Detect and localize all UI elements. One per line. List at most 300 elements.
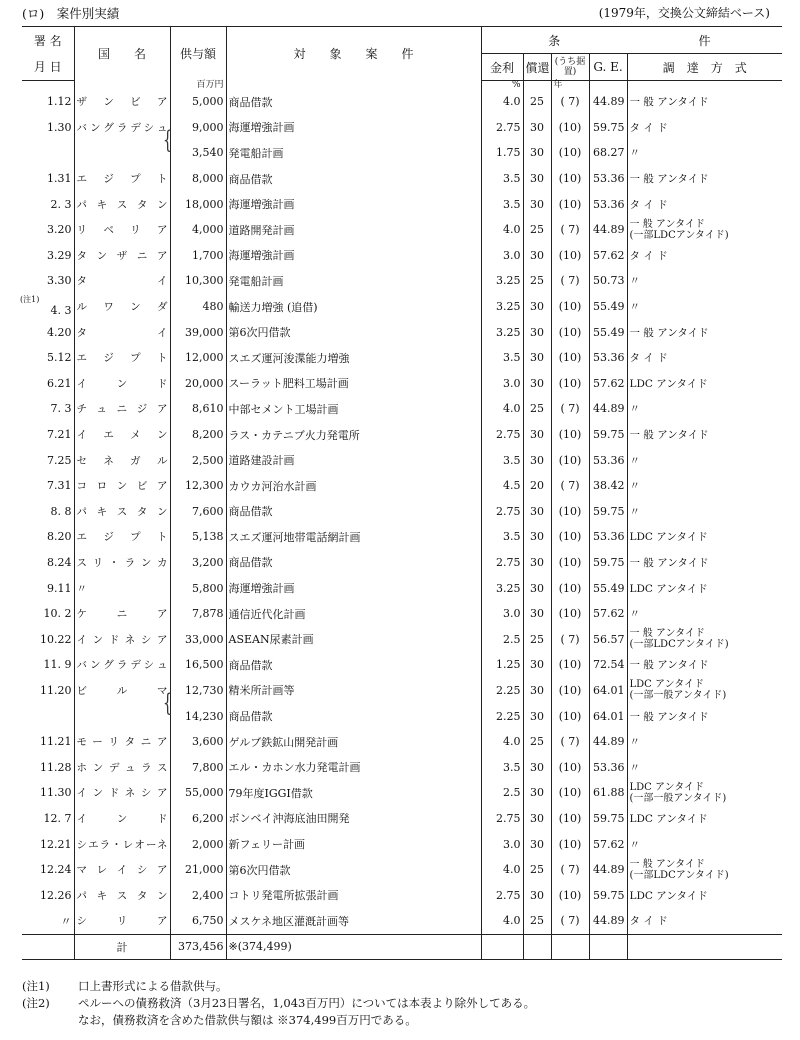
cell-term: 25 xyxy=(523,268,551,294)
cell-proc: 〃 xyxy=(627,268,782,294)
cell-amount: 5,138 xyxy=(170,524,226,550)
cell-project: ボンベイ沖海底油田開発 xyxy=(226,806,481,832)
cell-term: 30 xyxy=(523,754,551,780)
table-row xyxy=(22,294,782,320)
cell-grace: (10) xyxy=(551,831,589,857)
cell-project: 商品借款 xyxy=(226,550,481,576)
table-row xyxy=(22,857,782,883)
cell-country: ル ワ ン ダ xyxy=(74,294,170,320)
cell-amount: 6,200 xyxy=(170,806,226,832)
cell-ge: 55.49 xyxy=(589,294,627,320)
cell-amount: 7,600 xyxy=(170,499,226,525)
header-grace: (うち据置) xyxy=(551,54,589,81)
cell-grace: ( 7) xyxy=(551,89,589,115)
cell-amount: 18,000 xyxy=(170,191,226,217)
cell-project: メスケネ地区灌漑計画等 xyxy=(226,908,481,934)
cell-date: 3.30 xyxy=(47,274,72,288)
cell-rate: 4.5 xyxy=(481,473,523,499)
cell-amount: 12,730 xyxy=(170,678,226,704)
cell-project: スエズ運河地帯電話網計画 xyxy=(226,524,481,550)
table-row xyxy=(22,243,782,269)
cell-project: 中部セメント工場計画 xyxy=(226,396,481,422)
cell-project: 海運増強計画 xyxy=(226,575,481,601)
table-row xyxy=(22,652,782,678)
cell-amount: 7,800 xyxy=(170,754,226,780)
cell-rate: 4.0 xyxy=(481,857,523,883)
cell-country: ホンデュラス xyxy=(74,754,170,780)
cell-ge: 59.75 xyxy=(589,499,627,525)
cell-ge: 64.01 xyxy=(589,703,627,729)
cell-project: 第6次円借款 xyxy=(226,857,481,883)
cell-country: バングラデシュ xyxy=(74,652,170,678)
cell-ge: 61.88 xyxy=(589,780,627,806)
cell-term: 25 xyxy=(523,89,551,115)
table-row xyxy=(22,473,782,499)
cell-term: 30 xyxy=(523,345,551,371)
cell-country: エ ジ プ ト xyxy=(74,524,170,550)
cell-proc: LDC アンタイド xyxy=(627,575,782,601)
total-amount: 373,456 xyxy=(170,934,226,959)
cell-proc: 一 般 アンタイド (一部LDCアンタイド) xyxy=(627,626,782,652)
cell-date: 5.12 xyxy=(47,351,72,365)
cell-project: 海運増強計画 xyxy=(226,243,481,269)
cell-proc: LDC アンタイド xyxy=(627,806,782,832)
table-row xyxy=(22,345,782,371)
cell-rate: 3.0 xyxy=(481,601,523,627)
cell-term: 30 xyxy=(523,678,551,704)
cell-country: ビ ル マ xyxy=(74,678,170,704)
cell-ge: 72.54 xyxy=(589,652,627,678)
cell-date: 12.21 xyxy=(40,837,72,851)
header-project: 対 象 案 件 xyxy=(226,27,481,81)
cell-date: 9.11 xyxy=(47,581,72,595)
table-row xyxy=(22,806,782,832)
cell-ge: 64.01 xyxy=(589,678,627,704)
cell-country: コ ロ ン ビ ア xyxy=(74,473,170,499)
cell-country: シエラ・レオーネ xyxy=(74,831,170,857)
cell-amount: 2,400 xyxy=(170,882,226,908)
table-row xyxy=(22,882,782,908)
table-row xyxy=(22,499,782,525)
cell-country: セ ネ ガ ル xyxy=(74,447,170,473)
cell-ge: 53.36 xyxy=(589,166,627,192)
cell-proc: タ イ ド xyxy=(627,191,782,217)
cell-term: 30 xyxy=(523,575,551,601)
cell-proc: 一 般 アンタイド xyxy=(627,319,782,345)
cell-rate: 2.75 xyxy=(481,422,523,448)
cell-rate: 2.75 xyxy=(481,882,523,908)
cell-date: 11.21 xyxy=(40,735,72,749)
cell-term: 25 xyxy=(523,908,551,934)
cell-project: 商品借款 xyxy=(226,652,481,678)
cell-term: 30 xyxy=(523,524,551,550)
cell-term: 30 xyxy=(523,140,551,166)
cell-term: 20 xyxy=(523,473,551,499)
cell-term: 30 xyxy=(523,371,551,397)
cell-date xyxy=(22,140,74,166)
cell-rate: 4.0 xyxy=(481,908,523,934)
header-ge: G. E. xyxy=(589,54,627,81)
cell-rate: 4.0 xyxy=(481,729,523,755)
cell-ge: 38.42 xyxy=(589,473,627,499)
cell-rate: 3.25 xyxy=(481,268,523,294)
cell-date: 1.12 xyxy=(47,95,72,109)
cell-term: 30 xyxy=(523,882,551,908)
cell-amount: 5,000 xyxy=(170,89,226,115)
cell-amount: 8,200 xyxy=(170,422,226,448)
cell-ge: 57.62 xyxy=(589,243,627,269)
cell-ge: 50.73 xyxy=(589,268,627,294)
cell-country: イ エ メ ン xyxy=(74,422,170,448)
cell-grace: (10) xyxy=(551,882,589,908)
cell-project: スエズ運河浚渫能力増強 xyxy=(226,345,481,371)
table-row xyxy=(22,217,782,243)
total-label: 計 xyxy=(74,934,170,959)
cell-project: 新フェリー計画 xyxy=(226,831,481,857)
table-row xyxy=(22,626,782,652)
cell-project: 商品借款 xyxy=(226,89,481,115)
table-row xyxy=(22,268,782,294)
cell-grace: (10) xyxy=(551,319,589,345)
cell-date: 1.30 xyxy=(47,120,72,134)
cell-date: 10. 2 xyxy=(43,607,72,621)
cell-ge: 53.36 xyxy=(589,345,627,371)
cell-term: 25 xyxy=(523,626,551,652)
total-alt-amount: ※(374,499) xyxy=(226,934,481,959)
table-row xyxy=(22,371,782,397)
cell-date: 8. 8 xyxy=(50,504,72,518)
cell-proc: 一 般 アンタイド (一部LDCアンタイド) xyxy=(627,857,782,883)
table-body xyxy=(22,81,782,935)
table-row xyxy=(22,678,782,704)
cell-ge: 44.89 xyxy=(589,908,627,934)
cell-amount: 2,000 xyxy=(170,831,226,857)
cell-date xyxy=(22,703,74,729)
cell-amount: 8,610 xyxy=(170,396,226,422)
cell-proc: LDC アンタイド xyxy=(627,882,782,908)
cell-ge: 53.36 xyxy=(589,191,627,217)
group-bracket: { xyxy=(163,688,173,717)
cell-term: 30 xyxy=(523,550,551,576)
cell-ge: 55.49 xyxy=(589,319,627,345)
cell-date: 7. 3 xyxy=(50,402,72,416)
cell-project: 輸送力増強 (追借) xyxy=(226,294,481,320)
cell-grace: (10) xyxy=(551,447,589,473)
cell-proc: LDC アンタイド (一部一般アンタイド) xyxy=(627,780,782,806)
cell-rate: 2.5 xyxy=(481,780,523,806)
table-row xyxy=(22,601,782,627)
cell-date: 3.29 xyxy=(47,248,72,262)
cell-grace: (10) xyxy=(551,754,589,780)
cell-country: リ ベ リ ア xyxy=(74,217,170,243)
cell-project: 商品借款 xyxy=(226,166,481,192)
cell-ge: 53.36 xyxy=(589,754,627,780)
cell-rate: 2.25 xyxy=(481,678,523,704)
table-row xyxy=(22,115,782,141)
cell-amount: 8,000 xyxy=(170,166,226,192)
cell-amount: 2,500 xyxy=(170,447,226,473)
cell-amount: 3,600 xyxy=(170,729,226,755)
cell-proc: 〃 xyxy=(627,140,782,166)
cell-ge: 53.36 xyxy=(589,447,627,473)
cell-ge: 68.27 xyxy=(589,140,627,166)
cell-ge: 59.75 xyxy=(589,882,627,908)
cell-date: 12. 7 xyxy=(43,811,72,825)
cell-project: エル・カホン水力発電計画 xyxy=(226,754,481,780)
cell-date: 3.20 xyxy=(47,223,72,237)
table-row xyxy=(22,140,782,166)
cell-rate: 3.25 xyxy=(481,319,523,345)
cell-amount: 16,500 xyxy=(170,652,226,678)
cell-rate: 3.0 xyxy=(481,371,523,397)
cell-project: ゲルブ鉄鉱山開発計画 xyxy=(226,729,481,755)
cell-rate: 3.5 xyxy=(481,524,523,550)
cell-amount: 33,000 xyxy=(170,626,226,652)
cell-proc-sub: (一部LDCアンタイド) xyxy=(629,869,729,881)
cell-project: 海運増強計画 xyxy=(226,191,481,217)
cell-rate: 2.5 xyxy=(481,626,523,652)
cell-country: パ キ ス タ ン xyxy=(74,882,170,908)
cell-project: 発電船計画 xyxy=(226,140,481,166)
cell-term: 25 xyxy=(523,217,551,243)
cell-grace: (10) xyxy=(551,422,589,448)
cell-ge: 57.62 xyxy=(589,601,627,627)
cell-country: マ レ イ シ ア xyxy=(74,857,170,883)
cell-project: 商品借款 xyxy=(226,703,481,729)
cell-rate: 2.75 xyxy=(481,806,523,832)
cell-proc: 一 般 アンタイド xyxy=(627,550,782,576)
cell-date: 8.20 xyxy=(47,530,72,544)
cell-proc-sub: (一部一般アンタイド) xyxy=(629,690,727,702)
cell-proc: 〃 xyxy=(627,831,782,857)
cell-ge: 55.49 xyxy=(589,575,627,601)
cell-term: 30 xyxy=(523,191,551,217)
footnote-1: (注1) 口上書形式による借款供与。 xyxy=(22,979,228,993)
cell-project: 通信近代化計画 xyxy=(226,601,481,627)
cell-date: 7.31 xyxy=(47,479,72,493)
header-term: 償還 xyxy=(523,54,551,81)
cell-term: 30 xyxy=(523,422,551,448)
cell-grace: (10) xyxy=(551,780,589,806)
cell-term: 30 xyxy=(523,831,551,857)
unit-term: 年 xyxy=(551,81,589,90)
cell-proc: 〃 xyxy=(627,601,782,627)
cell-grace: ( 7) xyxy=(551,857,589,883)
footnote-2: (注2) ペルーへの債務救済（3月23日署名，1,043百万円）については本表より除外してある。 xyxy=(22,996,536,1010)
cell-ge: 44.89 xyxy=(589,729,627,755)
cell-term: 30 xyxy=(523,115,551,141)
cell-project: スーラット肥料工場計画 xyxy=(226,371,481,397)
cell-date: 11.28 xyxy=(40,760,72,774)
cell-proc: 一 般 アンタイド xyxy=(627,703,782,729)
cell-proc: 〃 xyxy=(627,729,782,755)
cell-grace: (10) xyxy=(551,140,589,166)
cell-proc: タ イ ド xyxy=(627,115,782,141)
cell-ge: 53.36 xyxy=(589,524,627,550)
cell-proc: LDC アンタイド xyxy=(627,371,782,397)
cell-proc: 一 般 アンタイド xyxy=(627,422,782,448)
cell-amount: 39,000 xyxy=(170,319,226,345)
table-row xyxy=(22,754,782,780)
cell-date: 11. 9 xyxy=(43,658,72,672)
cell-date: 〃 xyxy=(60,914,72,928)
cell-project: 商品借款 xyxy=(226,499,481,525)
cell-ge: 44.89 xyxy=(589,857,627,883)
cell-proc: 一 般 アンタイド (一部LDCアンタイド) xyxy=(627,217,782,243)
table-row xyxy=(22,166,782,192)
cell-country xyxy=(74,703,170,729)
cell-country: パ キ ス タ ン xyxy=(74,191,170,217)
cell-rate: 3.5 xyxy=(481,166,523,192)
cell-term: 30 xyxy=(523,447,551,473)
cell-ge: 57.62 xyxy=(589,371,627,397)
cell-grace: (10) xyxy=(551,499,589,525)
cell-project: 発電船計画 xyxy=(226,268,481,294)
cell-term: 25 xyxy=(523,729,551,755)
cell-grace: (10) xyxy=(551,166,589,192)
cell-ge: 59.75 xyxy=(589,422,627,448)
table-row xyxy=(22,575,782,601)
header-date-bottom: 月 日 xyxy=(22,54,74,81)
cell-amount: 20,000 xyxy=(170,371,226,397)
cell-rate: 3.25 xyxy=(481,294,523,320)
cell-project: ラス・カテニブ火力発電所 xyxy=(226,422,481,448)
cell-country: シ リ ア xyxy=(74,908,170,934)
cell-country: タ イ xyxy=(74,268,170,294)
cell-rate: 3.0 xyxy=(481,831,523,857)
cell-grace: (10) xyxy=(551,294,589,320)
cell-country: タ イ xyxy=(74,319,170,345)
cell-rate: 3.5 xyxy=(481,191,523,217)
cell-country: タ ン ザ ニ ア xyxy=(74,243,170,269)
cell-term: 30 xyxy=(523,166,551,192)
cell-grace: (10) xyxy=(551,115,589,141)
cell-amount: 3,540 xyxy=(170,140,226,166)
cell-rate: 2.75 xyxy=(481,115,523,141)
cell-date: 11.30 xyxy=(40,786,72,800)
header-procurement: 調 達 方 式 xyxy=(627,54,782,81)
cell-rate: 3.25 xyxy=(481,575,523,601)
cell-grace: ( 7) xyxy=(551,908,589,934)
cell-proc: 〃 xyxy=(627,396,782,422)
cell-proc: タ イ ド xyxy=(627,908,782,934)
cell-proc: 一 般 アンタイド xyxy=(627,652,782,678)
cell-country: スリ・ランカ xyxy=(74,550,170,576)
cell-proc: タ イ ド xyxy=(627,345,782,371)
note-marker: (注1) xyxy=(20,295,40,305)
unit-rate: % xyxy=(481,81,523,90)
cell-project: 道路開発計画 xyxy=(226,217,481,243)
cell-ge: 44.89 xyxy=(589,89,627,115)
cell-project: 精米所計画等 xyxy=(226,678,481,704)
cell-ge: 44.89 xyxy=(589,217,627,243)
cell-term: 30 xyxy=(523,319,551,345)
cell-country: イ ン ド xyxy=(74,806,170,832)
table-basis-note: (1979年，交換公文締結ベース) xyxy=(598,6,770,20)
table-row xyxy=(22,550,782,576)
cell-date: 7.21 xyxy=(47,428,72,442)
cell-country: ケ ニ ア xyxy=(74,601,170,627)
cell-amount: 5,800 xyxy=(170,575,226,601)
cell-proc-sub: (一部一般アンタイド) xyxy=(629,792,727,804)
cell-grace: (10) xyxy=(551,703,589,729)
cell-amount: 4,000 xyxy=(170,217,226,243)
cell-ge: 59.75 xyxy=(589,115,627,141)
cell-grace: ( 7) xyxy=(551,473,589,499)
cell-term: 30 xyxy=(523,703,551,729)
footnote-2-continued: なお，債務救済を含めた借款供与額は ※374,499百万円である。 xyxy=(78,1013,417,1027)
cell-date: (注1) 4. 3 xyxy=(20,295,72,318)
cell-amount: 6,750 xyxy=(170,908,226,934)
cell-grace: (10) xyxy=(551,575,589,601)
cell-ge: 59.75 xyxy=(589,806,627,832)
cell-proc: 一 般 アンタイド xyxy=(627,89,782,115)
cell-rate: 1.75 xyxy=(481,140,523,166)
cell-term: 30 xyxy=(523,806,551,832)
table-row xyxy=(22,729,782,755)
cell-date: 2. 3 xyxy=(50,197,72,211)
cell-date: 11.20 xyxy=(40,683,72,697)
cell-date: 1.31 xyxy=(47,172,72,186)
cell-rate: 2.75 xyxy=(481,550,523,576)
group-bracket: { xyxy=(163,125,173,154)
cell-rate: 3.5 xyxy=(481,345,523,371)
cell-grace: (10) xyxy=(551,524,589,550)
table-row xyxy=(22,831,782,857)
cell-rate: 2.75 xyxy=(481,499,523,525)
table-row xyxy=(22,319,782,345)
table-row xyxy=(22,89,782,115)
cell-rate: 1.25 xyxy=(481,652,523,678)
cell-term: 30 xyxy=(523,601,551,627)
cell-date: 4.20 xyxy=(47,325,72,339)
header-country: 国 名 xyxy=(74,27,170,81)
table-row xyxy=(22,422,782,448)
cell-amount: 7,878 xyxy=(170,601,226,627)
cell-term: 30 xyxy=(523,243,551,269)
cell-proc: 一 般 アンタイド xyxy=(627,166,782,192)
cell-grace: (10) xyxy=(551,601,589,627)
unit-amount: 百万円 xyxy=(170,81,226,90)
cell-ge: 44.89 xyxy=(589,396,627,422)
cell-country: エ ジ プ ト xyxy=(74,345,170,371)
cell-project: 道路建設計画 xyxy=(226,447,481,473)
cell-country xyxy=(74,140,170,166)
cell-rate: 4.0 xyxy=(481,396,523,422)
cell-country: ザ ン ビ ア xyxy=(74,89,170,115)
cell-amount: 55,000 xyxy=(170,780,226,806)
cell-proc: 〃 xyxy=(627,754,782,780)
cell-proc: 〃 xyxy=(627,294,782,320)
cell-country: インドネシア xyxy=(74,626,170,652)
cell-date: 7.25 xyxy=(47,453,72,467)
cell-term: 30 xyxy=(523,780,551,806)
cell-country: バングラデシュ xyxy=(74,115,170,141)
cell-country: インドネシア xyxy=(74,780,170,806)
cell-country: エ ジ プ ト xyxy=(74,166,170,192)
table-caption: (ロ) 案件別実績 xyxy=(22,6,120,21)
loan-projects-table xyxy=(22,26,782,960)
cell-project: 海運増強計画 xyxy=(226,115,481,141)
cell-amount: 12,000 xyxy=(170,345,226,371)
cell-date: 8.24 xyxy=(47,555,72,569)
cell-grace: (10) xyxy=(551,806,589,832)
cell-term: 30 xyxy=(523,499,551,525)
cell-proc: LDC アンタイド (一部一般アンタイド) xyxy=(627,678,782,704)
cell-grace: (10) xyxy=(551,371,589,397)
cell-amount: 12,300 xyxy=(170,473,226,499)
cell-proc: 〃 xyxy=(627,473,782,499)
